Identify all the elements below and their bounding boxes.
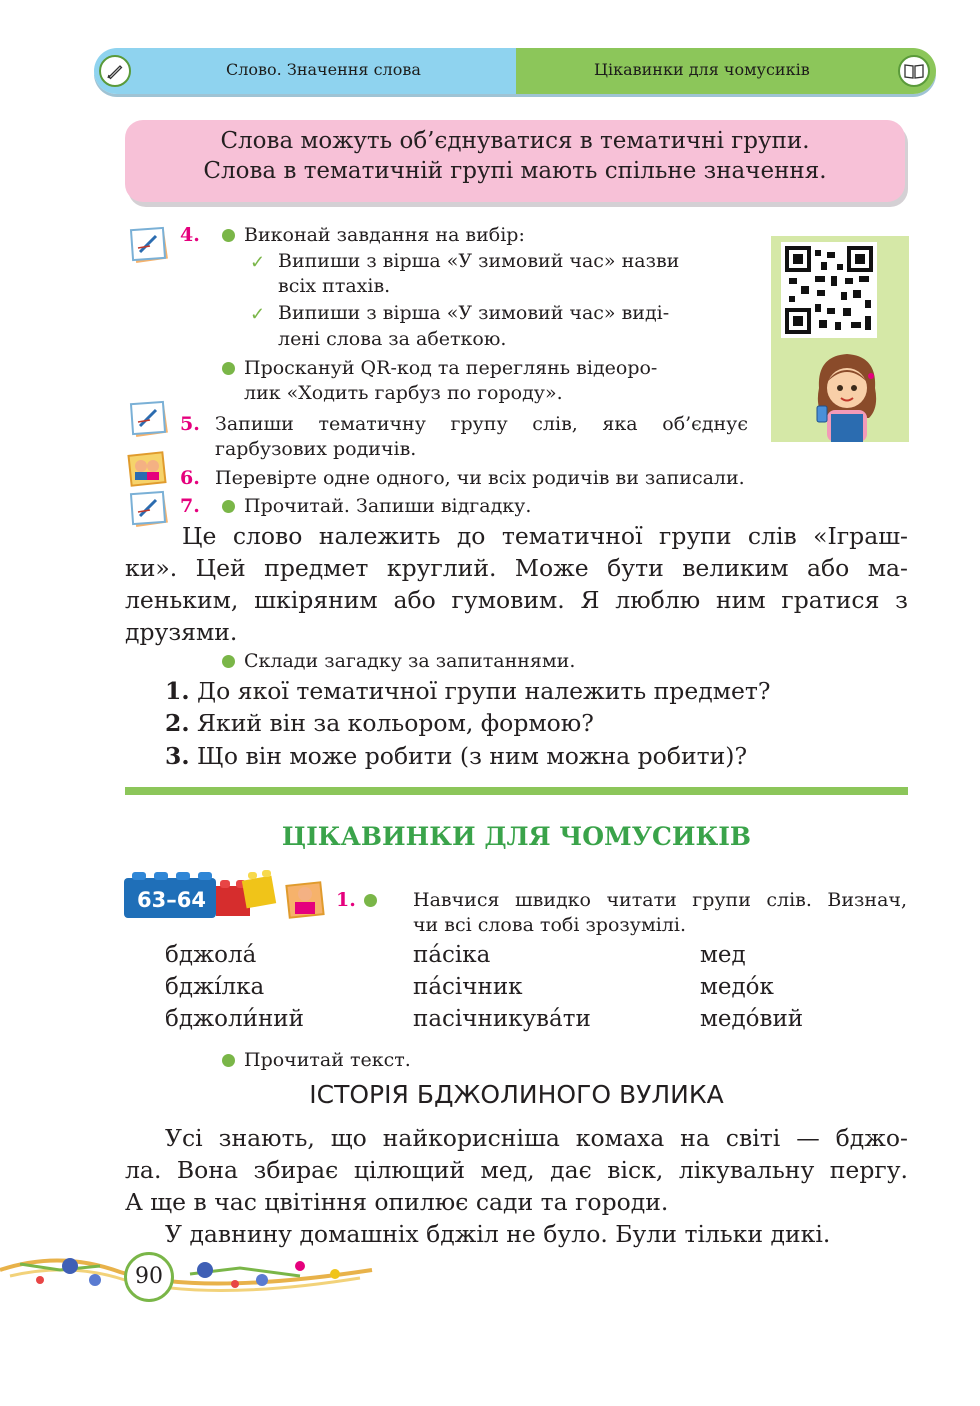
question-text: Який він за кольором, формою? <box>197 709 594 737</box>
word-cell: пасічникува́ти <box>413 1006 591 1032</box>
header-left-panel <box>94 48 516 94</box>
task-number: 4. <box>180 224 200 246</box>
qr-code-icon[interactable] <box>781 242 877 338</box>
lesson-badge-text: 63–64 <box>137 888 206 912</box>
task-number: 5. <box>180 413 200 435</box>
task-number: 7. <box>180 495 200 517</box>
write-task-icon <box>128 490 170 528</box>
question-text: Що він може робити (з ним можна робити)? <box>197 742 748 770</box>
question-number: 1. <box>165 677 190 705</box>
read-text-instruction: Прочитай текст. <box>244 1049 411 1071</box>
question-number: 3. <box>165 742 190 770</box>
riddle-line-1: Це слово належить до тематичної групи слів «Іграш- <box>182 522 908 550</box>
bullet-dot <box>222 655 235 668</box>
compose-riddle-text: Склади загадку за запитаннями. <box>244 650 576 672</box>
bullet-dot <box>222 1054 235 1067</box>
write-task-icon <box>128 226 170 264</box>
section-title: ЦІКАВИНКИ ДЛЯ ЧОМУСИКІВ <box>281 822 752 851</box>
check-icon: ✓ <box>250 304 266 325</box>
task4-option1-line2: всіх птахів. <box>278 275 391 297</box>
story-line-4: У давнину домашніх бджіл не було. Були тільки дикі. <box>165 1220 831 1248</box>
riddle-line-2: ки». Цей предмет круглий. Може бути великим або ма- <box>125 554 908 582</box>
question-number: 2. <box>165 709 190 737</box>
word-cell: па́січник <box>413 974 523 1000</box>
floral-decoration <box>0 1240 380 1310</box>
word-cell: мед <box>700 942 746 968</box>
question-item <box>165 707 594 739</box>
task6-text: Перевірте одне одного, чи всіх родичів ви записали. <box>215 467 745 489</box>
bullet-dot <box>222 500 235 513</box>
rule-line-1: Слова можуть об’єднуватися в тематичні групи. <box>220 128 810 154</box>
rule-line-2: Слова в тематичній групі мають спільне значення. <box>203 158 827 184</box>
section2-task-line2: чи всі слова тобі зрозумілі. <box>413 914 686 936</box>
task4-qr-line1: Проскануй QR-код та переглянь відеоро- <box>244 357 658 379</box>
page-header <box>94 48 936 94</box>
word-cell: па́сіка <box>413 942 491 968</box>
book-icon <box>898 55 930 87</box>
task-number: 1. <box>336 889 356 911</box>
story-line-1: Усі знають, що найкорисніша комаха на світі — бджо- <box>165 1124 908 1152</box>
riddle-line-4: друзями. <box>125 618 238 646</box>
header-right-title: Цікавинки для чомусиків <box>594 60 810 79</box>
rule-box <box>125 120 905 202</box>
pair-work-icon <box>126 450 168 488</box>
question-item <box>165 675 771 707</box>
word-cell: медо́к <box>700 974 774 1000</box>
bullet-dot <box>222 362 235 375</box>
word-cell: медо́вий <box>700 1006 804 1032</box>
header-right-panel <box>516 48 936 94</box>
bullet-dot <box>222 229 235 242</box>
task5-line1: Запиши тематичну групу слів, яка об’єднує <box>215 413 748 435</box>
page-number: 90 <box>124 1252 174 1302</box>
qr-panel <box>771 236 909 442</box>
girl-with-phone-illustration <box>809 348 885 442</box>
reading-task-icon <box>284 880 326 920</box>
task4-qr-line2: лик «Ходить гарбуз по городу». <box>244 382 563 404</box>
section2-task-line1: Навчися швидко читати групи слів. Визнач, <box>413 889 907 911</box>
header-left-title: Слово. Значення слова <box>226 60 421 79</box>
word-cell: бджі́лка <box>165 974 265 1000</box>
section-divider <box>125 787 908 795</box>
story-line-3: А ще в час цвітіння опилює сади та городи. <box>125 1188 669 1216</box>
task4-option2-line2: лені слова за абеткою. <box>278 328 507 350</box>
bullet-dot <box>364 894 377 907</box>
task4-option2-line1: Випиши з вірша «У зимовий час» виді- <box>278 302 670 324</box>
word-cell: бджоли́ний <box>165 1006 304 1032</box>
riddle-line-3: леньким, шкіряним або гумовим. Я люблю ним гратися з <box>125 586 908 614</box>
question-text: До якої тематичної групи належить предмет? <box>197 677 771 705</box>
task4-option1-line1: Випиши з вірша «У зимовий час» назви <box>278 250 680 272</box>
task4-intro: Виконай завдання на вибір: <box>244 224 525 246</box>
question-item <box>165 740 747 772</box>
task7-intro: Прочитай. Запиши відгадку. <box>244 495 532 517</box>
task-number: 6. <box>180 467 200 489</box>
story-title: ІСТОРІЯ БДЖОЛИНОГО ВУЛИКА <box>309 1080 724 1109</box>
story-line-2: ла. Вона збирає цілющий мед, дає віск, лікувальну пергу. <box>125 1156 908 1184</box>
check-icon: ✓ <box>250 252 266 273</box>
word-cell: бджола́ <box>165 942 257 968</box>
write-task-icon <box>128 400 170 438</box>
task5-line2: гарбузових родичів. <box>215 438 417 460</box>
pen-icon <box>99 55 131 87</box>
